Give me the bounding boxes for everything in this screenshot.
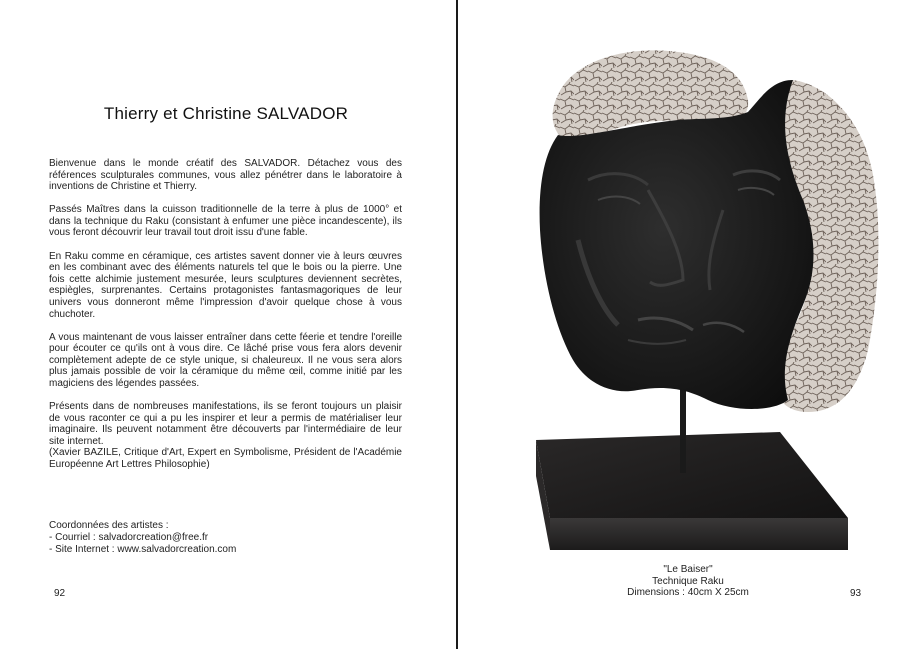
page-title: [48, 104, 404, 124]
contact-email: - Courriel : salvadorcreation@free.fr: [49, 532, 209, 543]
right-page: [458, 0, 915, 649]
paragraph-5: Présents dans de nombreuses manifestations, ils se feront toujours un plaisir de vous raconter ce qui a pu les inspirer et leur a permis de matérialiser leur imaginaire. Ils peuvent notamment être découverts par l'intermédiaire de leur site internet.: [49, 401, 402, 447]
paragraph-1: Bienvenue dans le monde créatif des SALVADOR. Détachez vous des références sculpturales communes, vous allez pénétrer dans le laboratoire à inventions de Christine et Thierry.: [49, 158, 402, 193]
artwork-caption: [588, 564, 788, 599]
left-page: [0, 0, 456, 649]
artist-contacts: [49, 520, 402, 556]
caption-dimensions: Dimensions : 40cm X 25cm: [627, 587, 749, 598]
contacts-heading: Coordonnées des artistes :: [49, 520, 169, 531]
paragraph-2: Passés Maîtres dans la cuisson traditionnelle de la terre à plus de 1000° et dans la technique du Raku (consistant à enfumer une pièce incandescente), ils vous feront découvrir leur travail tout droit issu d'une fable.: [49, 204, 402, 239]
stone-base: [536, 432, 848, 550]
sculpture-photo: [518, 40, 888, 555]
caption-technique: Technique Raku: [652, 575, 724, 587]
caption-title: "Le Baiser": [663, 564, 713, 575]
article-body: [49, 158, 402, 482]
title-surname: SALVADOR: [256, 104, 349, 123]
page-number-left: 92: [54, 588, 66, 599]
page-number-right: 93: [850, 588, 862, 599]
paragraph-3: En Raku comme en céramique, ces artistes savent donner vie à leurs œuvres en les combinant avec des éléments naturels tel que le bois ou la pierre. Une fois cette alchimie justement mesurée, leurs sculptures deviennent secrètes, espiègles, surprenantes. Certains protagonistes fantasmagoriques de leur univers vous donneront même l'impression d'avoir quelque chose à vous chuchoter.: [49, 250, 402, 320]
contact-website: - Site Internet : www.salvadorcreation.com: [49, 544, 237, 555]
paragraph-4: A vous maintenant de vous laisser entraîner dans cette féerie et tendre l'oreille pour écouter ce qu'ils ont à vous dire. Ce lâché prise vous fera alors devenir complètement adepte de ce style unique, si chaleureux. Il ne vous sera alors plus jamais possible de voir la céramique du même œil, comme initié par les magiciens des légendes passées.: [49, 331, 402, 389]
title-first-names: Thierry et Christine: [103, 104, 252, 123]
signature: (Xavier BAZILE, Critique d'Art, Expert en Symbolisme, Président de l'Académie Européenne Art Lettres Philosophie): [49, 447, 402, 471]
